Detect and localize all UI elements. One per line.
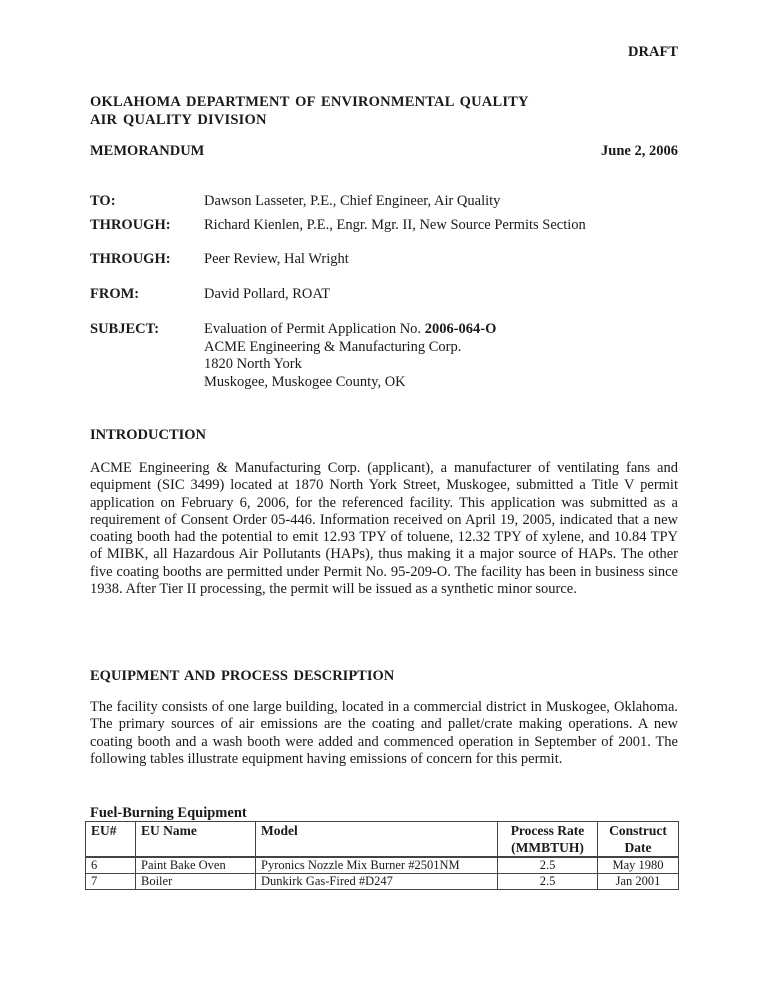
memo-field-to xyxy=(90,193,678,211)
memo-date: June 2, 2006 xyxy=(601,143,678,159)
cell-model: Dunkirk Gas-Fired #D247 xyxy=(256,874,498,890)
memo-field-from xyxy=(90,286,678,304)
col-header-model: Model xyxy=(256,822,498,858)
cell-eu-number: 6 xyxy=(86,857,136,874)
permit-number: 2006-064-O xyxy=(424,321,497,337)
subject-address: 1820 North York xyxy=(204,356,302,372)
organization-heading xyxy=(90,93,529,129)
introduction-paragraph: ACME Engineering & Manufacturing Corp. (applicant), a manufacturer of ventilating fans and equipment (SIC 3499) located at 1870 North York Street, Muskogee, submitted a Title V permit application on February 6, 2006, for the referenced facility. This application was submitted as a requirement of Consent Order 05-446. Information received on April 19, 2005, indicated that a new coating booth had the potential to emit 12.93 TPY of toluene, 12.32 TPY of xylene, and 10.84 TPY of MIBK, all Hazardous Air Pollutants (HAPs), thus making it a major source of HAPs. The other five coating booths are permitted under Permit No. 95-209-O. The facility has been in business since 1938. After Tier II processing, the permit will be issued as a synthetic minor source. xyxy=(90,460,678,598)
subject-company: ACME Engineering & Manufacturing Corp. xyxy=(204,338,462,355)
table-row xyxy=(86,857,679,874)
equipment-heading: EQUIPMENT AND PROCESS DESCRIPTION xyxy=(90,668,395,684)
table-row xyxy=(86,874,679,890)
field-label: TO: xyxy=(90,193,116,209)
cell-construct-date: May 1980 xyxy=(598,857,679,874)
field-label: SUBJECT: xyxy=(90,321,160,337)
memo-header-line xyxy=(90,143,678,160)
field-value: Richard Kienlen, P.E., Engr. Mgr. II, New Source Permits Section xyxy=(204,217,586,233)
col-header-eu-name: EU Name xyxy=(136,822,256,858)
cell-construct-date: Jan 2001 xyxy=(598,874,679,890)
cell-eu-number: 7 xyxy=(86,874,136,890)
subject-city: Muskogee, Muskogee County, OK xyxy=(204,373,406,390)
subject-line-1 xyxy=(204,321,678,339)
subject-prefix: Evaluation of Permit Application No. xyxy=(204,321,425,337)
table-header-row xyxy=(86,822,679,858)
draft-label: DRAFT xyxy=(628,44,678,60)
introduction-heading: INTRODUCTION xyxy=(90,427,207,443)
cell-process-rate: 2.5 xyxy=(498,857,598,874)
division-name: AIR QUALITY DIVISION xyxy=(90,112,267,128)
cell-process-rate: 2.5 xyxy=(498,874,598,890)
memo-field-through-1 xyxy=(90,217,678,235)
col-header-eu-number: EU# xyxy=(86,822,136,858)
col-header-construct-date: Construct Date xyxy=(598,822,679,858)
field-label: THROUGH: xyxy=(90,217,171,233)
field-value xyxy=(204,321,678,391)
field-value: Peer Review, Hal Wright xyxy=(204,251,349,267)
cell-model: Pyronics Nozzle Mix Burner #2501NM xyxy=(256,857,498,874)
fuel-burning-equipment-table xyxy=(85,821,679,890)
col-header-process-rate: Process Rate (MMBTUH) xyxy=(498,822,598,858)
field-value: David Pollard, ROAT xyxy=(204,286,331,302)
field-label: FROM: xyxy=(90,286,140,302)
table-caption: Fuel-Burning Equipment xyxy=(90,805,247,821)
memo-field-subject xyxy=(90,321,678,391)
field-value: Dawson Lasseter, P.E., Chief Engineer, Air Quality xyxy=(204,193,501,209)
cell-eu-name: Boiler xyxy=(136,874,256,890)
memo-field-through-2 xyxy=(90,251,678,269)
cell-eu-name: Paint Bake Oven xyxy=(136,857,256,874)
document-type: MEMORANDUM xyxy=(90,143,205,159)
equipment-paragraph: The facility consists of one large building, located in a commercial district in Muskogee, Oklahoma. The primary sources of air emissions are the coating and pallet/crate making operations. A new coating booth and a wash booth were added and commenced operation in September of 2001. The following tables illustrate equipment having emissions of concern for this permit. xyxy=(90,699,678,767)
org-name: OKLAHOMA DEPARTMENT OF ENVIRONMENTAL QUALITY xyxy=(90,94,529,110)
field-label: THROUGH: xyxy=(90,251,171,267)
